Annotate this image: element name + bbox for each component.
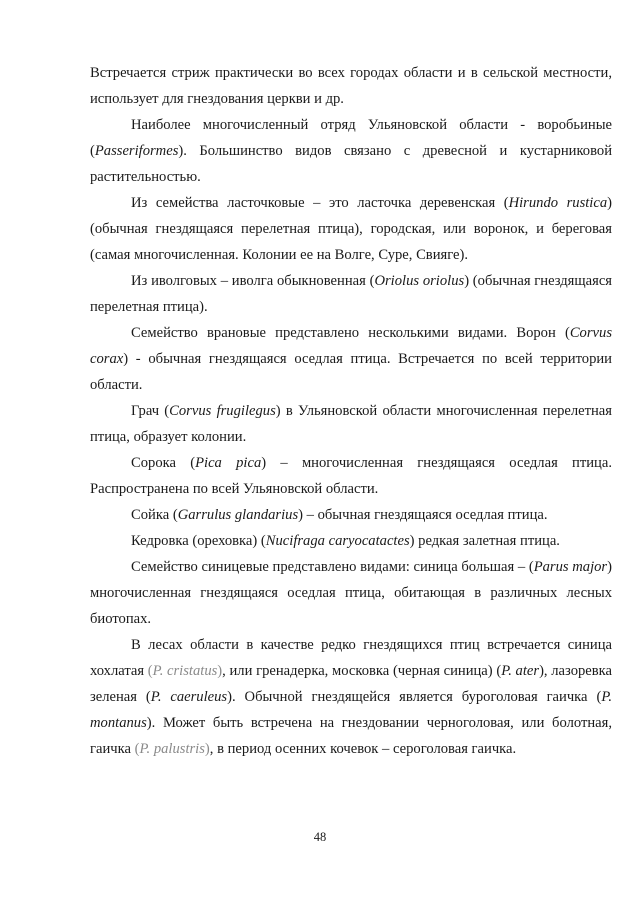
body-paragraph	[90, 554, 612, 632]
body-paragraph	[90, 190, 612, 268]
paragraph-text: ). Большинство видов связано с древесной и кустарниковой растительностью.	[90, 143, 612, 185]
paragraph-text: Сойка (	[131, 507, 178, 523]
latin-species-name: Nucifraga caryocatactes	[265, 533, 410, 549]
latin-species-name: Corvus corax	[90, 325, 612, 367]
paragraph-text: )	[217, 663, 223, 679]
latin-species-name: Pica pica	[195, 455, 262, 471]
body-paragraph	[90, 528, 612, 554]
paragraph-text: (	[134, 741, 140, 757]
paragraph-text: , в период осенних кочевок – сероголовая гаичка.	[209, 741, 517, 757]
paragraph-text: )	[204, 741, 210, 757]
latin-species-name: Garrulus glandarius	[177, 507, 299, 523]
paragraph-text: ) - обычная гнездящаяся оседлая птица. Встречается по всей территории области.	[90, 351, 612, 393]
paragraph-text: ) – многочисленная гнездящаяся оседлая птица. Распространена по всей Ульяновской области.	[90, 455, 612, 497]
body-paragraph	[90, 398, 612, 450]
paragraph-text: ) (обычная гнездящаяся перелетная птица).	[90, 273, 613, 315]
paragraph-text: В лесах области в качестве редко гнездящихся птиц встречается синица хохлатая	[90, 637, 612, 679]
paragraph-text: ) в Ульяновской области многочисленная перелетная птица, образует колонии.	[90, 403, 612, 445]
latin-species-name: Passeriformes	[94, 143, 179, 159]
body-paragraph	[90, 502, 612, 528]
latin-species-name: Parus major	[533, 559, 608, 575]
body-paragraph	[90, 268, 612, 320]
paragraph-text: ) редкая залетная птица.	[409, 533, 560, 549]
latin-species-name: Corvus frugilegus	[169, 403, 276, 419]
paragraph-text: ), лазоревка зеленая (	[90, 663, 612, 705]
paragraph-text: Сорока (	[131, 455, 196, 471]
latin-species-name: P. palustris	[139, 741, 205, 757]
paragraph-text: (	[147, 663, 153, 679]
body-paragraph	[90, 112, 612, 190]
paragraph-text: ) (обычная гнездящаяся перелетная птица), городская, или воронок, и береговая (самая многочисленная. Колонии ее на Волге, Суре, Свияге).	[90, 195, 613, 263]
paragraph-text: Грач (	[131, 403, 170, 419]
page-number: 48	[313, 830, 327, 844]
paragraph-text: Семейство синицевые представлено видами: синица большая – (	[131, 559, 534, 575]
paragraph-text: , или гренадерка, московка (черная синица) (	[222, 663, 502, 679]
body-paragraph	[90, 320, 612, 398]
latin-species-name: Oriolus oriolus	[374, 273, 465, 289]
paragraph-text: ). Обычной гнездящейся является буроголовая гаичка (	[227, 689, 602, 705]
body-paragraph	[90, 450, 612, 502]
paragraph-text: Кедровка (ореховка) (	[131, 533, 266, 549]
paragraph-text: Из семейства ласточковые – это ласточка деревенская (	[131, 195, 509, 211]
latin-species-name: P. caeruleus	[150, 689, 228, 705]
paragraph-text: Семейство врановые представлено несколькими видами. Ворон (	[131, 325, 570, 341]
document-page	[90, 60, 612, 762]
paragraph-text: Наиболее многочисленный отряд Ульяновской области - воробьиные (	[90, 117, 612, 159]
paragraph-text: ) многочисленная гнездящаяся оседлая птица, обитающая в различных лесных биотопах.	[90, 559, 612, 627]
latin-species-name: Hirundo rustica	[508, 195, 608, 211]
paragraph-text: ). Может быть встречена на гнездовании черноголовая, или болотная, гаичка	[90, 715, 612, 757]
latin-species-name: P. montanus	[90, 689, 612, 731]
body-paragraph	[90, 632, 612, 762]
latin-species-name: P. ater	[501, 663, 540, 679]
paragraph-text: Встречается стриж практически во всех городах области и в сельской местности, использует для гнездования церкви и др.	[90, 65, 612, 107]
paragraph-text: Из иволговых – иволга обыкновенная (	[131, 273, 375, 289]
body-paragraph	[90, 60, 612, 112]
paragraph-text: ) – обычная гнездящаяся оседлая птица.	[298, 507, 548, 523]
latin-species-name: P. cristatus	[152, 663, 218, 679]
